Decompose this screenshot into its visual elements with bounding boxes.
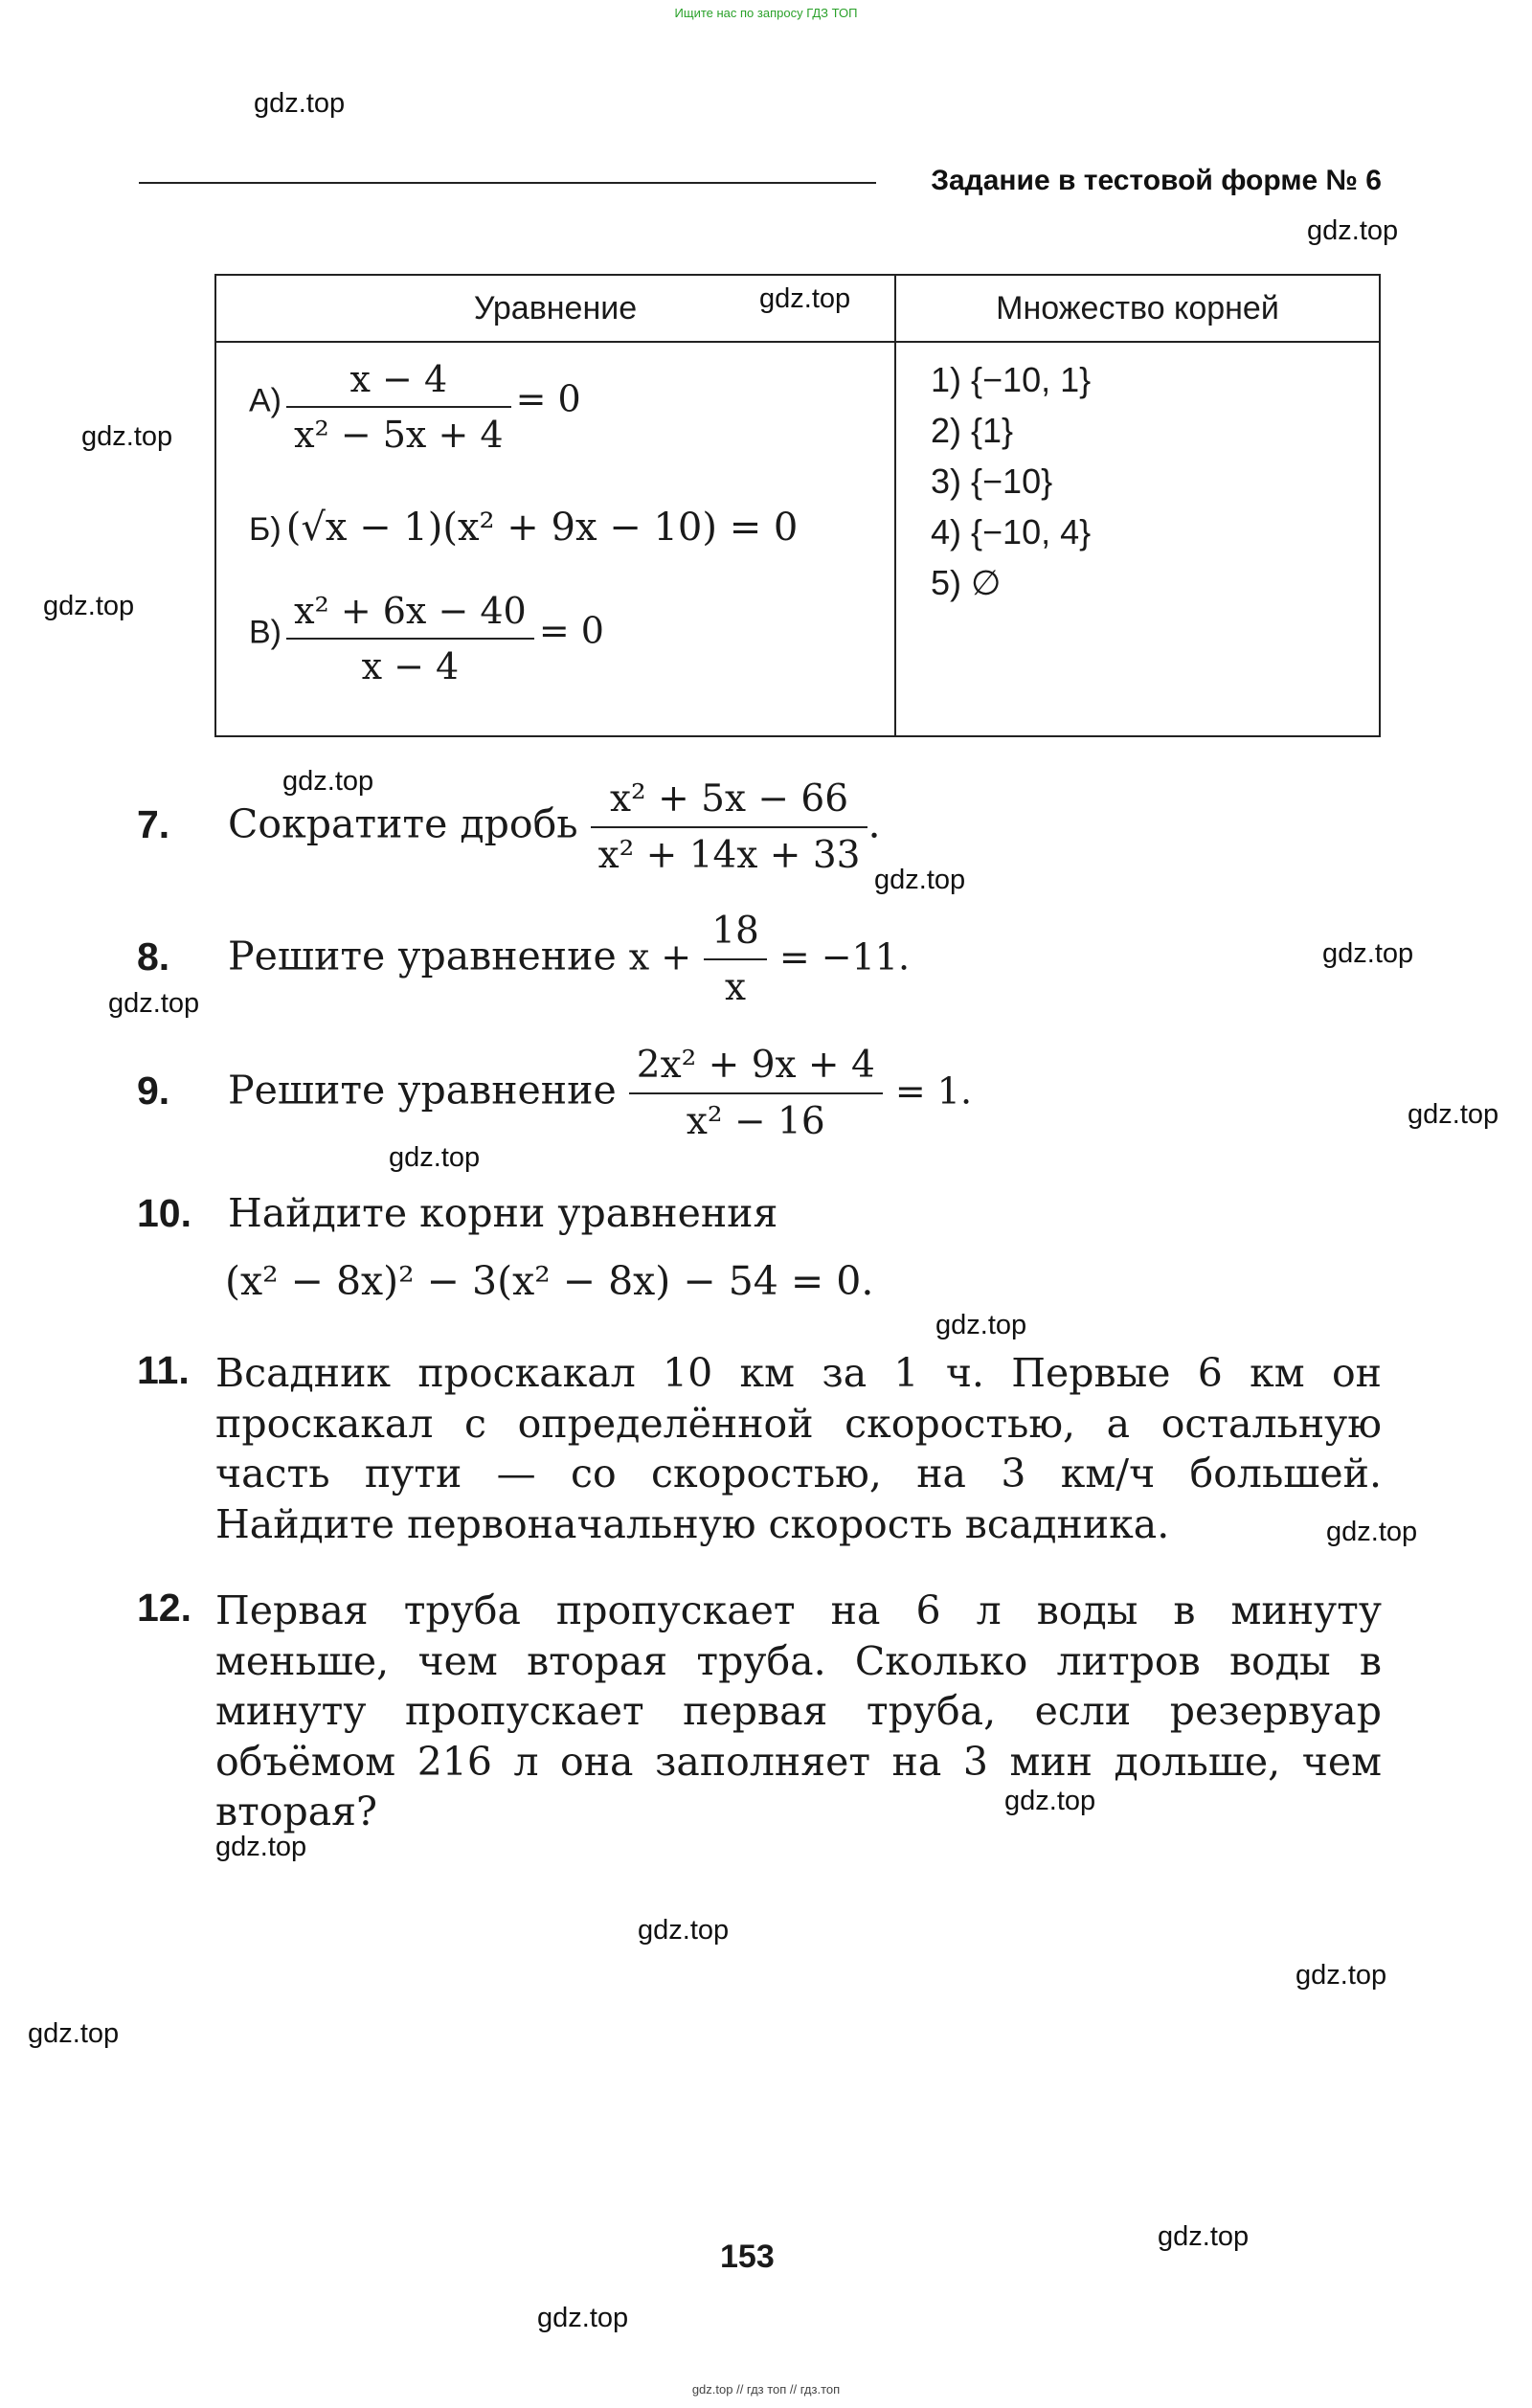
fraction — [286, 590, 534, 687]
task-10 — [137, 1190, 777, 1236]
task-8 — [137, 910, 910, 1009]
equations-cell — [215, 342, 895, 736]
task-number: 8. — [137, 934, 170, 979]
bottom-note: gdz.top // гдз топ // гдз.топ — [691, 2382, 841, 2397]
equation-a — [249, 358, 581, 456]
task-text: Сократите дробь — [228, 800, 578, 847]
numerator: 2x² + 9x + 4 — [629, 1044, 883, 1094]
task-11-text: Всадник проскакал 10 км за 1 ч. Первые 6 км он проскакал с определённой скоростью, а остальную часть пути — со скоростью, на 3 км/ч большей. Найдите первоначальную скорость всадника. — [215, 1350, 1382, 1547]
suffix: = −11. — [778, 935, 911, 979]
header-title: Задание в тестовой форме № 6 — [931, 165, 1382, 196]
numerator: x² + 5x − 66 — [591, 777, 868, 828]
task-number: 12. — [137, 1586, 192, 1630]
watermark: gdz.top — [43, 591, 135, 621]
watermark: gdz.top — [81, 421, 173, 452]
watermark: gdz.top — [1158, 2221, 1250, 2252]
root-option: 3) {−10} — [931, 461, 1053, 501]
task-7 — [137, 777, 881, 877]
watermark: gdz.top — [1326, 1517, 1418, 1547]
task-12-text: Первая труба пропускает на 6 л воды в минуту меньше, чем вторая труба. Сколько литров воды в минуту пропускает первая труба, если резервуар объёмом 216 л она заполняет на 3 мин дольше, чем вторая? — [215, 1587, 1382, 1834]
denominator: x² − 5x + 4 — [294, 414, 504, 456]
fraction — [286, 358, 510, 456]
fraction — [704, 910, 767, 1009]
watermark: gdz.top — [874, 865, 966, 895]
watermark: gdz.top — [28, 2018, 120, 2049]
matching-table — [214, 274, 1381, 737]
root-option: 4) {−10, 4} — [931, 512, 1092, 551]
column-header-equation: Уравнение — [215, 275, 895, 342]
page-number: 153 — [720, 2239, 775, 2275]
task-text: Найдите корни уравнения — [228, 1190, 778, 1236]
watermark: gdz.top — [1295, 1960, 1387, 1991]
task-text: Решите уравнение — [228, 933, 617, 979]
denominator: x — [725, 966, 746, 1009]
watermark: gdz.top — [1307, 215, 1399, 246]
top-note: Ищите нас по запросу ГДЗ ТОП — [674, 6, 858, 20]
task-9 — [137, 1044, 972, 1143]
root-option: 1) {−10, 1} — [931, 360, 1092, 399]
task-text: Решите уравнение — [228, 1067, 617, 1114]
equation-b — [249, 506, 798, 550]
watermark: gdz.top — [1322, 938, 1414, 969]
watermark: gdz.top — [282, 766, 374, 797]
watermark: gdz.top — [935, 1310, 1027, 1340]
fraction — [591, 777, 868, 877]
task-number: 11. — [137, 1348, 190, 1392]
watermark: gdz.top — [759, 283, 851, 314]
watermark: gdz.top — [389, 1142, 481, 1173]
roots-cell — [895, 342, 1380, 736]
suffix: = 1. — [894, 1069, 973, 1113]
watermark: gdz.top — [215, 1832, 307, 1862]
task-10-formula: (x² − 8x)² − 3(x² − 8x) − 54 = 0. — [225, 1258, 874, 1304]
rhs: = 0 — [515, 377, 581, 420]
equation-c — [249, 590, 604, 687]
watermark: gdz.top — [638, 1915, 730, 1946]
column-header-roots: Множество корней — [895, 275, 1380, 342]
task-number: 7. — [137, 801, 170, 846]
root-option: 5) ∅ — [931, 563, 1002, 602]
root-option: 2) {1} — [931, 411, 1014, 450]
rhs: = 0 — [538, 609, 604, 652]
prefix: x + — [628, 935, 692, 979]
numerator: 18 — [704, 910, 767, 960]
expression: (√x − 1)(x² + 9x − 10) = 0 — [285, 506, 799, 550]
watermark: gdz.top — [254, 88, 346, 119]
denominator: x² + 14x + 33 — [597, 834, 861, 877]
numerator: x² + 6x − 40 — [286, 590, 534, 640]
watermark: gdz.top — [108, 988, 200, 1019]
fraction — [629, 1044, 883, 1143]
task-number: 9. — [137, 1068, 170, 1113]
denominator: x² − 16 — [686, 1100, 825, 1143]
denominator: x − 4 — [361, 645, 460, 687]
equation-label: Б) — [249, 511, 282, 548]
task-end: . — [867, 800, 881, 847]
watermark: gdz.top — [1004, 1786, 1096, 1816]
equation-label: В) — [249, 614, 282, 651]
watermark: gdz.top — [537, 2303, 629, 2333]
equation-label: А) — [249, 382, 282, 419]
header-rule — [139, 182, 876, 184]
watermark: gdz.top — [1408, 1099, 1499, 1130]
numerator: x − 4 — [286, 358, 510, 408]
task-number: 10. — [137, 1191, 192, 1235]
